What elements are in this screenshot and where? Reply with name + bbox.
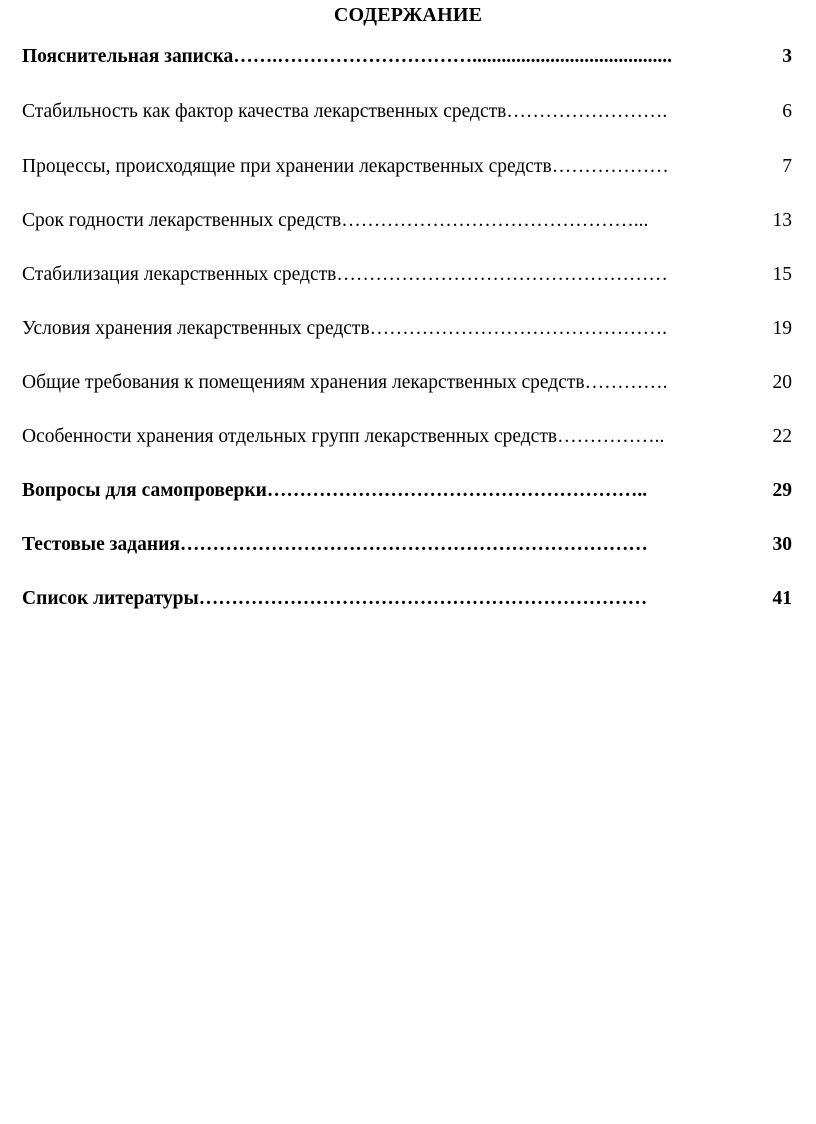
page-title: СОДЕРЖАНИЕ xyxy=(333,4,483,26)
toc-entry-leader: …………………………………………… xyxy=(336,264,668,285)
toc-entry-text xyxy=(22,586,752,612)
toc-entry-label: Стабильность как фактор качества лекарственных средств xyxy=(22,101,507,122)
toc-entry-label: Общие требования к помещениям хранения лекарственных средств xyxy=(22,372,585,393)
toc-entry-leader: ………………………………………………….. xyxy=(266,480,648,501)
toc-entry-leader: ………………………………………... xyxy=(341,210,649,231)
toc-entry-shelf-life xyxy=(22,208,792,234)
toc-entry-leader: …………….. xyxy=(557,426,665,447)
toc-entry-label: Процессы, происходящие при хранении лекарственных средств xyxy=(22,156,552,177)
toc-page-number: 20 xyxy=(772,372,792,393)
toc-entry-tests xyxy=(22,532,792,558)
toc-entry-text xyxy=(22,44,752,70)
toc-entry-premises-requirements xyxy=(22,370,792,396)
toc-entry-text xyxy=(22,99,752,125)
toc-page-number: 41 xyxy=(772,588,792,609)
toc-page-number: 6 xyxy=(782,101,792,122)
toc-page-number: 29 xyxy=(772,480,792,501)
toc-entry-explanatory-note xyxy=(22,44,792,70)
toc-entry-leader: ……………………………………………………………… xyxy=(179,534,648,555)
toc-entry-label: Тестовые задания xyxy=(22,534,180,555)
toc-page-number: 13 xyxy=(772,210,792,231)
toc-entry-leader: …………………………………………………………… xyxy=(198,588,648,609)
toc-page-number: 3 xyxy=(782,46,792,67)
toc-entry-self-check-questions xyxy=(22,478,792,504)
toc-entry-label: Вопросы для самопроверки xyxy=(22,480,267,501)
toc-entry-leader: ……………………. xyxy=(506,101,668,122)
toc-entry-text xyxy=(22,316,752,342)
toc-entry-text xyxy=(22,370,752,396)
toc-entry-label: Условия хранения лекарственных средств xyxy=(22,318,370,339)
toc-entry-leader: …………. xyxy=(584,372,668,393)
toc-entry-text xyxy=(22,532,752,558)
toc-page-number: 15 xyxy=(772,264,792,285)
toc-entry-stabilization xyxy=(22,262,792,288)
toc-entry-references xyxy=(22,586,792,612)
toc-page-number: 7 xyxy=(782,156,792,177)
toc-entry-text xyxy=(22,262,752,288)
toc-entry-text xyxy=(22,154,752,180)
toc-entry-label: Список литературы xyxy=(22,588,199,609)
toc-entry-storage-processes xyxy=(22,154,792,180)
toc-entry-label: Срок годности лекарственных средств xyxy=(22,210,342,231)
toc-page-number: 30 xyxy=(772,534,792,555)
toc-entry-leader: …….…………………………......................................... xyxy=(233,46,673,67)
toc-entry-storage-conditions xyxy=(22,316,792,342)
toc-entry-text xyxy=(22,478,752,504)
toc-entry-text xyxy=(22,208,752,234)
toc-entry-leader: ………………………………………. xyxy=(369,318,668,339)
toc-entry-label: Стабилизация лекарственных средств xyxy=(22,264,337,285)
toc-entry-label: Особенности хранения отдельных групп лекарственных средств xyxy=(22,426,558,447)
toc-page-number: 22 xyxy=(772,426,792,447)
toc-entry-label: Пояснительная записка xyxy=(22,46,234,67)
toc-entry-text xyxy=(22,424,752,450)
toc-page-number: 19 xyxy=(772,318,792,339)
toc-entry-stability xyxy=(22,99,792,125)
toc-entry-group-storage xyxy=(22,424,792,450)
toc-entry-leader: ……………… xyxy=(551,156,669,177)
